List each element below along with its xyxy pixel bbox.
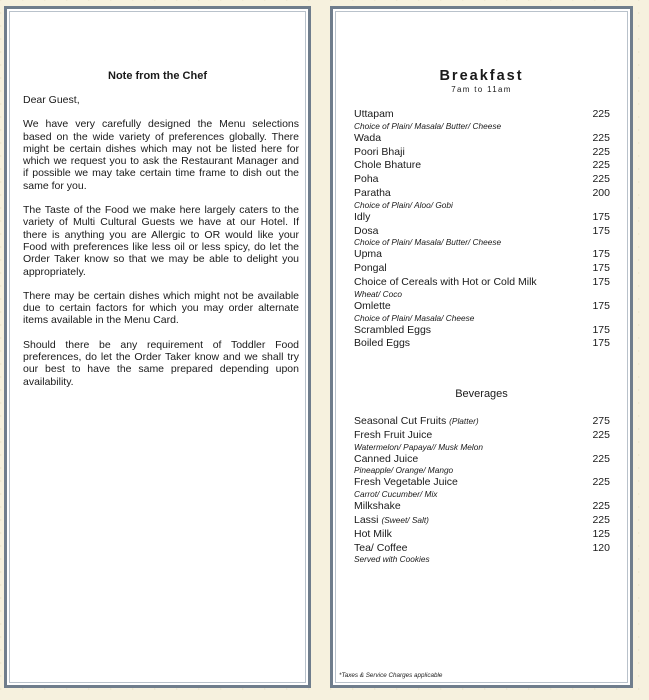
menu-item-name-text: Fresh Fruit Juice bbox=[354, 428, 433, 441]
menu-item-inline-note: (Platter) bbox=[449, 416, 479, 426]
breakfast-time: 7am to 11am bbox=[451, 85, 512, 94]
menu-item bbox=[354, 542, 610, 566]
menu-item-name bbox=[354, 225, 379, 239]
menu-item-price: 225 bbox=[592, 452, 610, 465]
menu-item-row bbox=[354, 248, 610, 262]
chef-note-panel bbox=[4, 6, 311, 688]
menu-item-name bbox=[354, 324, 431, 338]
menu-item-name bbox=[354, 453, 418, 467]
menu-item-price: 175 bbox=[592, 224, 610, 237]
chef-note-body bbox=[23, 94, 299, 400]
menu-item-row bbox=[354, 476, 610, 490]
menu-item bbox=[354, 108, 610, 132]
breakfast-list bbox=[354, 108, 610, 351]
menu-item-name-text: Choice of Cereals with Hot or Cold Milk bbox=[354, 275, 537, 288]
menu-item-row bbox=[354, 211, 610, 225]
menu-item-name bbox=[354, 429, 432, 443]
menu-item-price: 120 bbox=[592, 541, 610, 554]
menu-item bbox=[354, 248, 610, 262]
menu-item-name bbox=[354, 276, 537, 290]
menu-item-name bbox=[354, 528, 392, 542]
menu-panel bbox=[330, 6, 633, 688]
menu-item-name-text: Paratha bbox=[354, 186, 391, 199]
menu-item-name-text: Poori Bhaji bbox=[354, 145, 405, 158]
menu-item-row bbox=[354, 528, 610, 542]
menu-item-row bbox=[354, 225, 610, 239]
menu-item-price: 175 bbox=[592, 210, 610, 223]
menu-item-name bbox=[354, 337, 410, 351]
menu-item-price: 225 bbox=[592, 500, 610, 513]
menu-item-name-text: Chole Bhature bbox=[354, 159, 422, 172]
menu-item-name-text: Uttapam bbox=[354, 108, 394, 120]
menu-item bbox=[354, 225, 610, 249]
menu-item-name-text: Milkshake bbox=[354, 500, 401, 513]
menu-item-row bbox=[354, 542, 610, 556]
menu-item-row bbox=[354, 146, 610, 160]
menu-item-name-text: Idly bbox=[354, 210, 371, 223]
menu-item-name bbox=[354, 132, 381, 146]
menu-item-name bbox=[354, 262, 387, 276]
menu-item-price: 225 bbox=[592, 159, 610, 172]
menu-item-name bbox=[354, 500, 401, 514]
menu-item-row bbox=[354, 132, 610, 146]
menu-item-note: Served with Cookies bbox=[354, 554, 430, 565]
menu-item-price: 225 bbox=[592, 131, 610, 144]
menu-item-name-text: Pongal bbox=[354, 262, 387, 275]
menu-item-note: Choice of Plain/ Masala/ Butter/ Cheese bbox=[354, 120, 502, 131]
menu-item-note: Pineapple/ Orange/ Mango bbox=[354, 465, 454, 476]
menu-item-row bbox=[354, 453, 610, 467]
menu-item bbox=[354, 262, 610, 276]
menu-item-name-text: Canned Juice bbox=[354, 452, 419, 465]
chef-note-title: Note from the Chef bbox=[108, 70, 207, 82]
menu-item-price: 175 bbox=[592, 323, 610, 336]
menu-item-price: 225 bbox=[592, 428, 610, 441]
menu-item-name bbox=[354, 173, 379, 187]
menu-item-name bbox=[354, 108, 394, 122]
menu-item-row bbox=[354, 337, 610, 351]
chef-note-paragraph: There may be certain dishes which might not be available due to certain factors for which you may order alternate items available in the Menu Card. bbox=[23, 289, 299, 327]
menu-item-price: 225 bbox=[592, 145, 610, 158]
menu-item-row bbox=[354, 159, 610, 173]
menu-item-name bbox=[354, 187, 391, 201]
menu-item-row bbox=[354, 300, 610, 314]
menu-item-note: Choice of Plain/ Masala/ Butter/ Cheese bbox=[354, 237, 502, 248]
menu-item-name-text: Wada bbox=[354, 131, 382, 144]
menu-item-name bbox=[354, 542, 408, 556]
chef-note-paragraph: Should there be any requirement of Toddler Food preferences, do let the Order Taker know and we shall try our best to have the same prepared depending upon availability. bbox=[23, 338, 299, 388]
beverages-list bbox=[354, 415, 610, 565]
menu-item-price: 225 bbox=[592, 108, 610, 120]
menu-item-name-text: Dosa bbox=[354, 224, 379, 237]
menu-item-price: 175 bbox=[592, 275, 610, 288]
tax-footnote: *Taxes & Service Charges applicable bbox=[339, 672, 443, 679]
menu-item bbox=[354, 187, 610, 211]
menu-item bbox=[354, 324, 610, 338]
menu-item bbox=[354, 500, 610, 514]
menu-item bbox=[354, 415, 610, 429]
menu-item-name-text: Hot Milk bbox=[354, 527, 392, 540]
menu-item-name-text: Seasonal Cut Fruits bbox=[354, 415, 447, 427]
menu-item bbox=[354, 276, 610, 300]
menu-item-row bbox=[354, 429, 610, 443]
menu-item-inline-note: (Sweet/ Salt) bbox=[381, 514, 429, 525]
menu-item-row bbox=[354, 173, 610, 187]
menu-item-note: Carrot/ Cucumber/ Mix bbox=[354, 489, 438, 500]
menu-item-row bbox=[354, 276, 610, 290]
menu-item bbox=[354, 132, 610, 146]
menu-item-name-text: Upma bbox=[354, 248, 383, 261]
menu-item-name bbox=[354, 415, 479, 429]
menu-item-price: 225 bbox=[592, 513, 610, 526]
menu-item-name bbox=[354, 146, 405, 160]
menu-item-price: 175 bbox=[592, 299, 610, 312]
chef-note-paragraph: The Taste of the Food we make here largely caters to the variety of Multi Cultural Guests we have at our Hotel. If there is anything you are Allergic to OR would like your Food with preferences like less oil or less spicy, do let the Order Taker know so that we may be able to delight you appropriately. bbox=[23, 204, 299, 278]
menu-item-name-text: Lassi bbox=[354, 513, 379, 526]
menu-item-note: Watermelon/ Papaya// Musk Melon bbox=[354, 441, 483, 452]
menu-item-row bbox=[354, 415, 610, 429]
menu-item-price: 175 bbox=[592, 248, 610, 261]
menu-item-name bbox=[354, 248, 382, 262]
menu-item bbox=[354, 528, 610, 542]
menu-item bbox=[354, 211, 610, 225]
chef-note-greeting: Dear Guest, bbox=[23, 94, 80, 106]
menu-item-name bbox=[354, 476, 458, 490]
menu-item bbox=[354, 173, 610, 187]
menu-item bbox=[354, 429, 610, 453]
menu-item bbox=[354, 476, 610, 500]
menu-item-price: 175 bbox=[592, 262, 610, 275]
menu-item-price: 225 bbox=[592, 476, 610, 489]
menu-item-name bbox=[354, 300, 391, 314]
menu-item-row bbox=[354, 187, 610, 201]
menu-item-name bbox=[354, 514, 429, 528]
menu-item bbox=[354, 300, 610, 324]
breakfast-title: Breakfast bbox=[439, 68, 524, 84]
menu-item-note: Choice of Plain/ Masala/ Cheese bbox=[354, 312, 475, 323]
menu-item-price: 275 bbox=[592, 415, 610, 427]
menu-item-name-text: Scrambled Eggs bbox=[354, 323, 432, 336]
menu-item bbox=[354, 146, 610, 160]
menu-item-name-text: Boiled Eggs bbox=[354, 337, 411, 350]
menu-item-price: 225 bbox=[592, 173, 610, 186]
menu-item bbox=[354, 514, 610, 528]
menu-item-price: 175 bbox=[592, 337, 610, 350]
menu-item-name-text: Tea/ Coffee bbox=[354, 541, 408, 554]
menu-item-row bbox=[354, 108, 610, 122]
menu-item-row bbox=[354, 500, 610, 514]
menu-item bbox=[354, 453, 610, 477]
menu-item bbox=[354, 159, 610, 173]
menu-item-price: 200 bbox=[592, 186, 610, 199]
menu-item-note: Choice of Plain/ Aloo/ Gobi bbox=[354, 199, 453, 210]
chef-note-paragraph: We have very carefully designed the Menu selections based on the wide variety of preferences globally. There might be certain dishes which may not be listed here for which we request you to ask the Restaurant Manager and if possible we may take certain time frame to dish out the same for you. bbox=[23, 118, 299, 192]
menu-item-name-text: Omlette bbox=[354, 299, 391, 312]
menu-item-row bbox=[354, 324, 610, 338]
beverages-title: Beverages bbox=[455, 388, 508, 400]
menu-item-note: Wheat/ Coco bbox=[354, 288, 402, 299]
menu-item-name bbox=[354, 159, 421, 173]
menu-item-name-text: Poha bbox=[354, 173, 379, 186]
menu-item bbox=[354, 337, 610, 351]
menu-item-row bbox=[354, 262, 610, 276]
menu-item-price: 125 bbox=[592, 527, 610, 540]
menu-item-name-text: Fresh Vegetable Juice bbox=[354, 476, 458, 489]
menu-item-row bbox=[354, 514, 610, 528]
menu-item-name bbox=[354, 211, 370, 225]
